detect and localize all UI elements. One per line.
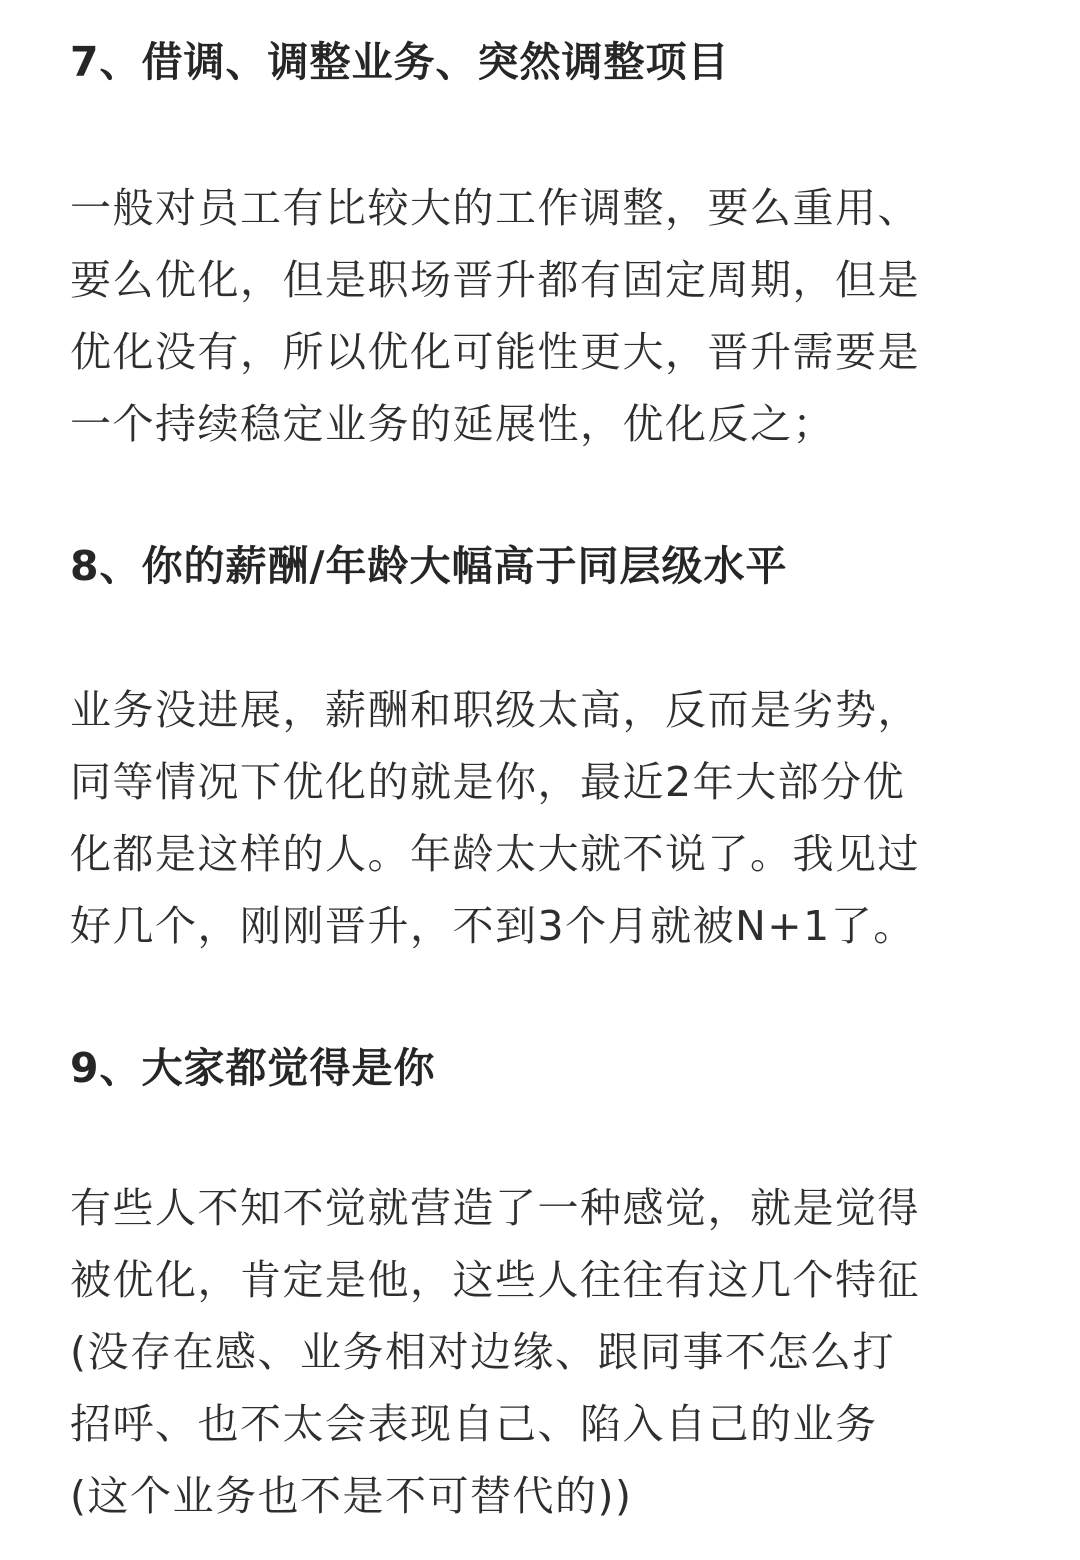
- paragraph-line: 化都是这样的人。年龄太大就不说了。我见过: [70, 830, 920, 878]
- section-7-paragraph: [70, 172, 1030, 460]
- paragraph-line: 被优化，肯定是他，这些人往往有这几个特征: [70, 1256, 920, 1304]
- section-8-heading: 8、你的薪酬/年龄大幅高于同层级水平: [70, 542, 788, 590]
- paragraph-line: 同等情况下优化的就是你，最近2年大部分优: [70, 758, 906, 806]
- paragraph-line: 优化没有，所以优化可能性更大，晋升需要是: [70, 328, 920, 376]
- section-9-heading: 9、大家都觉得是你: [70, 1044, 436, 1092]
- paragraph-line: 一般对员工有比较大的工作调整，要么重用、: [70, 184, 920, 232]
- section-9-paragraph: [70, 1172, 1030, 1532]
- paragraph-line: 有些人不知不觉就营造了一种感觉，就是觉得: [70, 1184, 920, 1232]
- paragraph-line: (没存在感、业务相对边缘、跟同事不怎么打: [70, 1328, 895, 1376]
- paragraph-line: (这个业务也不是不可替代的)): [70, 1472, 633, 1520]
- paragraph-line: 要么优化，但是职场晋升都有固定周期，但是: [70, 256, 920, 304]
- paragraph-line: 招呼、也不太会表现自己、陷入自己的业务: [70, 1400, 878, 1448]
- section-8-paragraph: [70, 674, 1030, 962]
- paragraph-line: 一个持续稳定业务的延展性，优化反之；: [70, 400, 835, 448]
- paragraph-line: 业务没进展，薪酬和职级太高，反而是劣势，: [70, 686, 920, 734]
- paragraph-line: 好几个，刚刚晋升，不到3个月就被N+1了。: [70, 902, 916, 950]
- section-7-heading: 7、借调、调整业务、突然调整项目: [70, 38, 730, 86]
